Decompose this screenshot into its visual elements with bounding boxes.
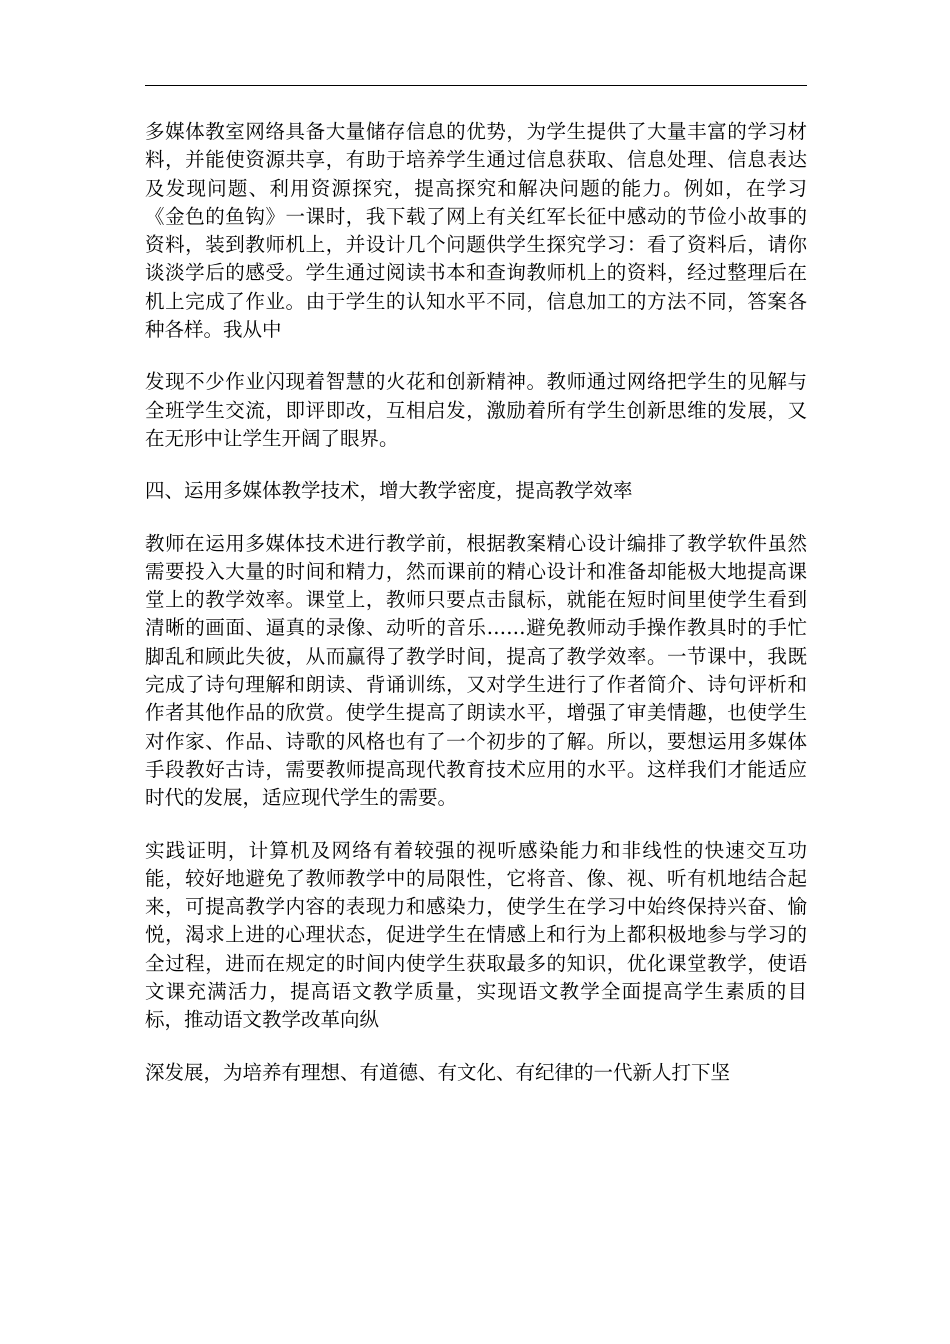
document-body xyxy=(145,118,807,1111)
paragraph-2: 发现不少作业闪现着智慧的火花和创新精神。教师通过网络把学生的见解与全班学生交流，即评即改，互相启发，激励着所有学生创新思维的发展，又在无形中让学生开阔了眼界。 xyxy=(145,370,807,450)
header-divider xyxy=(145,85,807,86)
paragraph-5: 深发展，为培养有理想、有道德、有文化、有纪律的一代新人打下坚 xyxy=(145,1060,731,1084)
paragraph-4: 实践证明，计算机及网络有着较强的视听感染能力和非线性的快速交互功能，较好地避免了教师教学中的局限性，它将音、像、视、听有机地结合起来，可提高教学内容的表现力和感染力，使学生在学习中始终保持兴奋、愉悦，渴求上进的心理状态，促进学生在情感上和行为上都积极地参与学习的全过程，进而在规定的时间内使学生获取最多的知识，优化课堂教学，使语文课充满活力，提高语文教学质量，实现语文教学全面提高学生素质的目标，推动语文教学改革向纵 xyxy=(145,838,807,1032)
paragraph-1: 多媒体教室网络具备大量储存信息的优势，为学生提供了大量丰富的学习材料，并能使资源共享，有助于培养学生通过信息获取、信息处理、信息表达及发现问题、利用资源探究，提高探究和解决问题的能力。例如，在学习《金色的鱼钩》一课时，我下载了网上有关红军长征中感动的节俭小故事的资料，装到教师机上，并设计几个问题供学生探究学习：看了资料后，请你谈淡学后的感受。学生通过阅读书本和查询教师机上的资料，经过整理后在机上完成了作业。由于学生的认知水平不同，信息加工的方法不同，答案各种各样。我从中 xyxy=(145,120,807,342)
paragraph-3: 教师在运用多媒体技术进行教学前，根据教案精心设计编排了教学软件虽然需要投入大量的时间和精力，然而课前的精心设计和准备却能极大地提高课堂上的教学效率。课堂上，教师只要点击鼠标，就能在短时间里使学生看到清晰的画面、逼真的录像、动听的音乐……避免教师动手操作教具时的手忙脚乱和顾此失彼，从而赢得了教学时间，提高了教学效率。一节课中，我既完成了诗句理解和朗读、背诵训练，又对学生进行了作者简介、诗句评析和作者其他作品的欣赏。使学生提高了朗读水平，增强了审美情趣，也使学生对作家、作品、诗歌的风格也有了一个初步的了解。所以，要想运用多媒体手段教好古诗，需要教师提高现代教育技术应用的水平。这样我们才能适应时代的发展，适应现代学生的需要。 xyxy=(145,531,807,810)
section-heading: 四、运用多媒体教学技术，增大教学密度，提高教学效率 xyxy=(145,479,633,503)
